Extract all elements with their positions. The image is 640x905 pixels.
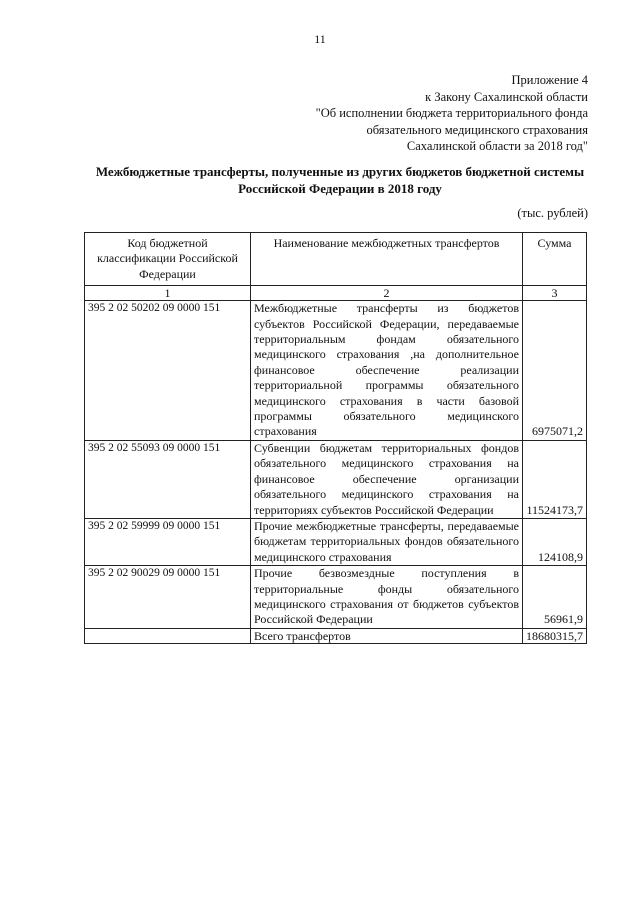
appendix-line: Сахалинской области за 2018 год" (406, 139, 588, 153)
row-code: 395 2 02 90029 09 0000 151 (85, 566, 251, 629)
row-sum: 11524173,7 (523, 440, 587, 518)
total-code-empty (85, 628, 251, 643)
row-sum: 6975071,2 (523, 301, 587, 441)
table-row (85, 301, 587, 441)
column-number-row (85, 286, 587, 301)
header-sum: Сумма (523, 233, 587, 286)
units-note: (тыс. рублей) (517, 206, 588, 220)
column-number: 3 (523, 286, 587, 301)
table-row (85, 440, 587, 518)
table-row (85, 566, 587, 629)
appendix-line: обязательного медицинского страхования (366, 122, 588, 137)
row-code: 395 2 02 50202 09 0000 151 (85, 301, 251, 441)
total-sum: 18680315,7 (523, 628, 587, 643)
appendix-block (168, 72, 588, 155)
row-code: 395 2 02 59999 09 0000 151 (85, 518, 251, 565)
page-number: 11 (314, 32, 326, 46)
transfers-table (84, 232, 587, 644)
row-code: 395 2 02 55093 09 0000 151 (85, 440, 251, 518)
total-row (85, 628, 587, 643)
appendix-line: "Об исполнении бюджета территориального фонда (315, 106, 588, 120)
column-number: 1 (85, 286, 251, 301)
row-name: Прочие межбюджетные трансферты, передаваемые бюджетам территориальных фондов обязательного медицинского страхования (251, 518, 523, 565)
total-label: Всего трансфертов (251, 628, 523, 643)
row-sum: 56961,9 (523, 566, 587, 629)
appendix-line: Приложение 4 (511, 73, 588, 87)
header-code: Код бюджетной классификации Российской Федерации (85, 233, 251, 286)
row-name: Субвенции бюджетам территориальных фондов обязательного медицинского страхования на финансовое обеспечение организации обязательного медицинского страхования на территориях субъектов Российской Федерации (251, 440, 523, 518)
row-sum: 124108,9 (523, 518, 587, 565)
title-line: Российской Федерации в 2018 году (238, 181, 442, 196)
title-line: Межбюджетные трансферты, полученные из других бюджетов бюджетной системы (95, 164, 585, 179)
header-name: Наименование межбюджетных трансфертов (251, 233, 523, 286)
row-name: Прочие безвозмездные поступления в территориальные фонды обязательного медицинского страхования от бюджетов субъектов Российской Федерации (251, 566, 523, 629)
appendix-line: к Закону Сахалинской области (425, 89, 588, 104)
document-title (60, 163, 620, 197)
column-number: 2 (251, 286, 523, 301)
table-header-row (85, 233, 587, 286)
table-row (85, 518, 587, 565)
row-name: Межбюджетные трансферты из бюджетов субъектов Российской Федерации, передаваемые территориальным фондам обязательного медицинского страхования ,на дополнительное финансовое обеспечение реализации территориальной программы обязательного медицинского страхования в части базовой программы обязательного медицинского страхования (251, 301, 523, 441)
